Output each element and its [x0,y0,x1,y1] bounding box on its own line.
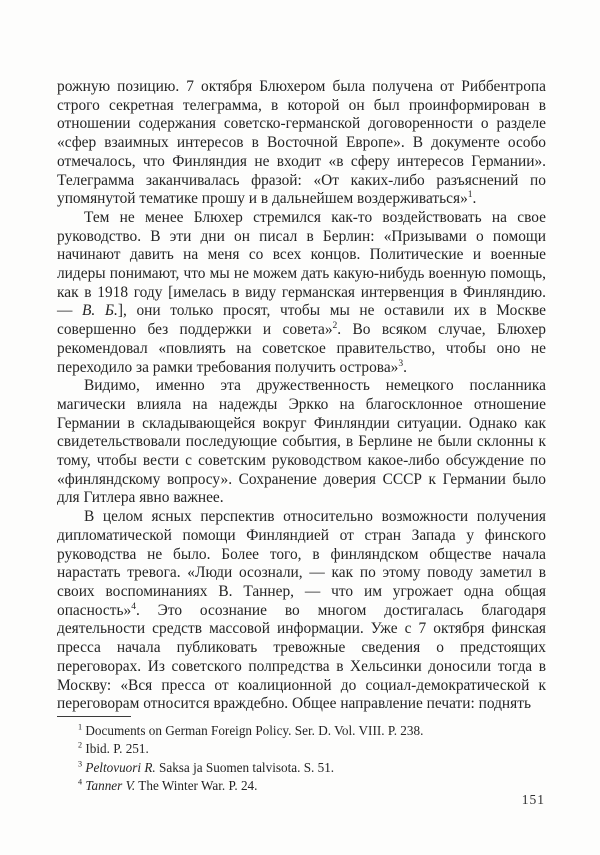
body-text [57,78,546,714]
paragraph: В целом ясных перспектив относительно возможности получения дипломатической помощи Финляндией от стран Запада у финского руководства не было. Более того, в финляндском обществе начала нарастать тревога. «Люди осознали, — как по этому поводу заметил в своих воспоминаниях В. Таннер, — что им угрожает одна общая опасность»$^4$. Это осознание во многом достигалась благодаря деятельности средств массовой информации. Уже с 7 октября финская пресса начала публиковать тревожные сведения о предстоящих переговорах. Из советского полпредства в Хельсинки доносили тогда в Москву: «Вся пресса от коалиционной до социал-демократической к переговорам относится враждебно. Общее направление печати: поднять [57,508,546,713]
footnote: $^3$ Peltovuori R. Saksa ja Suomen talvisota. S. 51. [78,759,335,775]
footnotes-section [57,716,546,796]
page-number: 151 [521,792,545,807]
footnote: $^4$ Tanner V. The Winter War. P. 24. [78,777,258,794]
footnote-divider [57,716,131,717]
paragraph-continuation: рожную позицию. 7 октября Блюхером была получена от Риббентропа строго секретная телеграмма, в которой он был проинформирован в отношении содержания советско-германской договоренности о разделе «сфер взаимных интересов в Восточной Европе». В документе особо отмечалось, что Финляндия не входит «в сферу интересов Германии». Телеграмма заканчивалась фразой: «От каких-либо разъяснений по упомянутой тематике прошу и в дальнейшем воздерживаться»$^1$. [57,78,546,208]
paragraph: Видимо, именно эта дружественность немецкого посланника магически влияла на надежды Эркко на благосклонное отношение Германии в складывающейся вокруг Финляндии ситуации. Однако как свидетельствовали последующие события, в Берлине не были склонны к тому, чтобы вести с советским руководством какое-либо обсуждение по «финляндскому вопросу». Сохранение доверия СССР к Германии было для Гитлера явно важнее. [57,377,546,507]
paragraph: Тем не менее Блюхер стремился как-то воздействовать на свое руководство. В эти дни он писал в Берлин: «Призывами о помощи начинают давить на меня со всех концов. Политические и военные лидеры понимают, что мы не можем дать какую-нибудь военную помощь, как в 1918 году [имелась в виду германская интервенция в Финляндию. — В. Б.], они только просят, чтобы мы не оставили их в Москве совершенно без поддержки и совета»$^2$. Во всяком случае, Блюхер рекомендовал «повлиять на советское правительство, чтобы оно не переходило за рамки требования получить острова»$^3$. [57,208,546,376]
footnote: $^1$ Documents on German Foreign Policy. Ser. D. Vol. VIII. P. 238. [78,722,424,738]
footnote: $^2$ Ibid. P. 251. [78,741,149,757]
